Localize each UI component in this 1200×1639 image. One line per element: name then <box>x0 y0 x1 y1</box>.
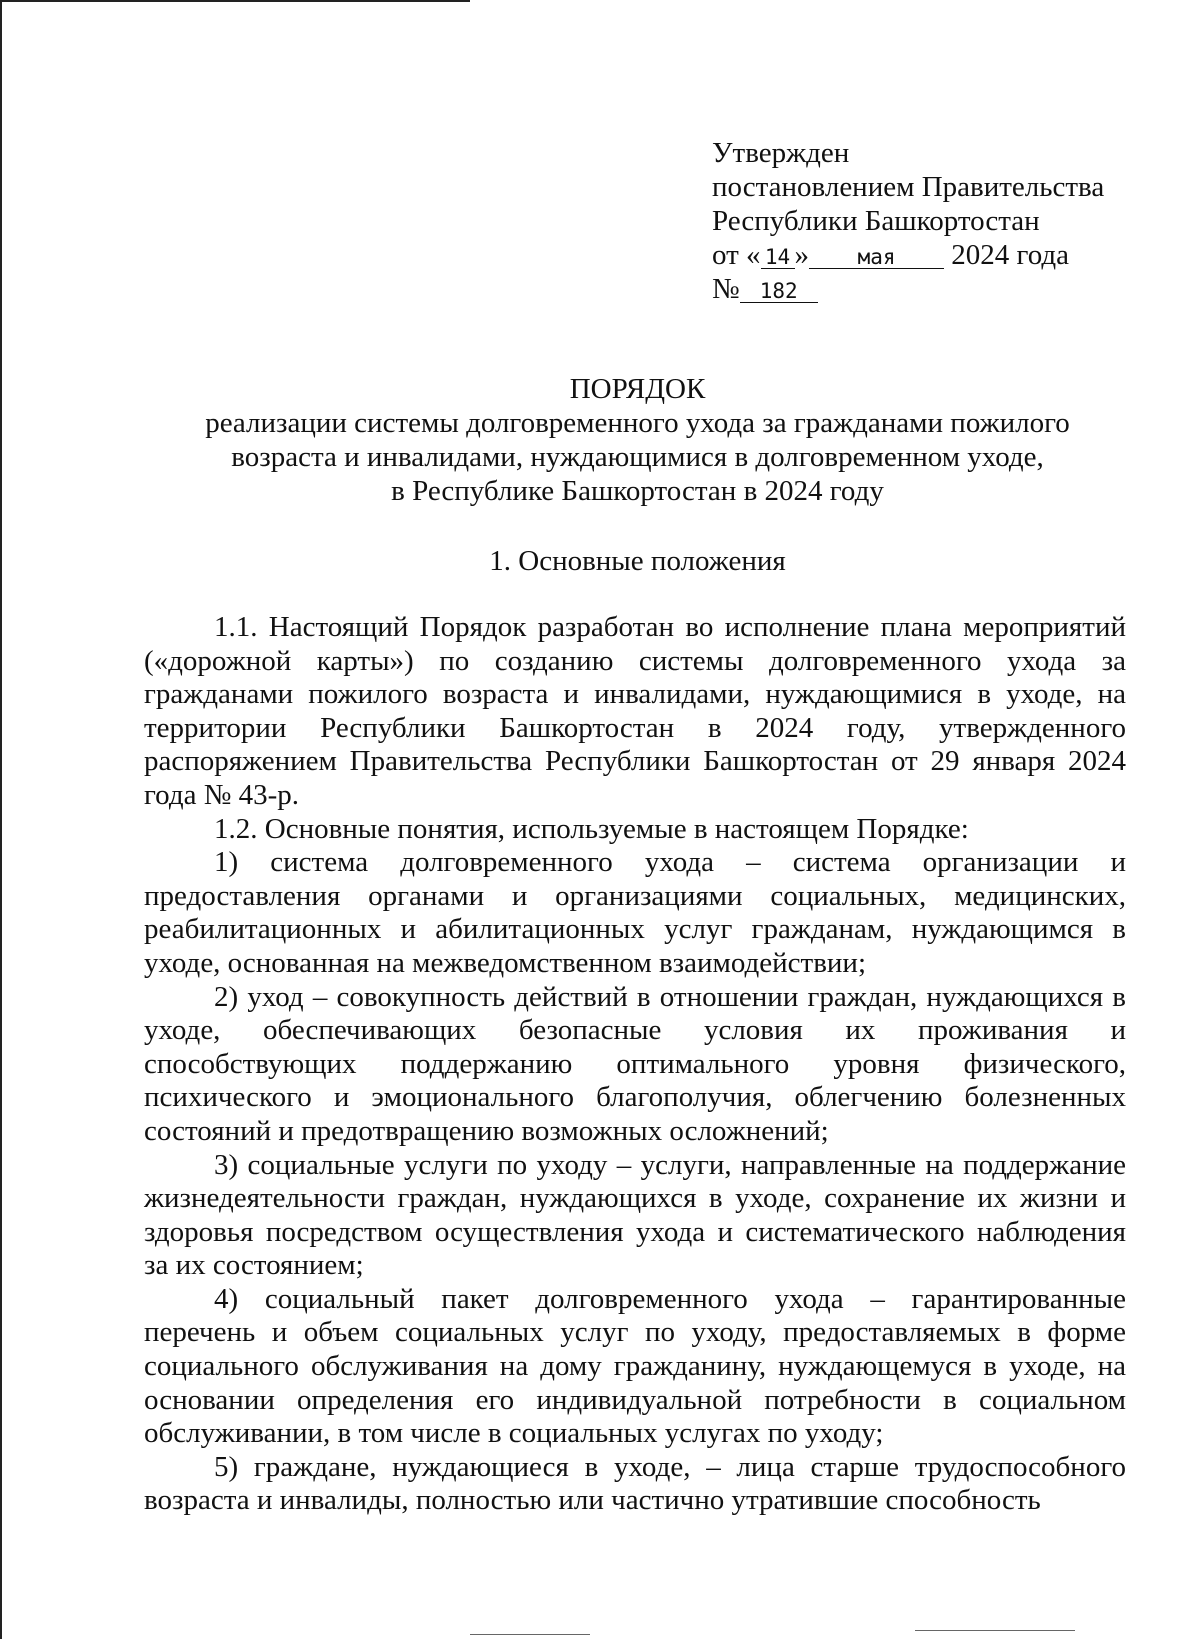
approval-day: 14 <box>761 246 795 269</box>
definition-3: 3) социальные услуги по уходу – услуги, направленные на поддержание жизнедеятельности граждан, нуждающихся в уходе, сохранение их жизни и здоровья посредством осуществления ухода и систематического наблюдения за их состоянием; <box>144 1148 1126 1282</box>
approval-date-prefix: от « <box>712 239 761 271</box>
document-body <box>144 611 1126 1518</box>
scan-noise-bottom-2 <box>915 1630 1075 1631</box>
document-subtitle-line-2: возраста и инвалидами, нуждающимися в долговременном уходе, <box>231 441 1044 473</box>
approval-line-approved: Утвержден <box>712 137 850 169</box>
approval-stamp-block <box>712 136 1172 306</box>
definition-5: 5) граждане, нуждающиеся в уходе, – лица старше трудоспособного возраста и инвалиды, полностью или частично утратившие способность <box>144 1450 1126 1517</box>
document-title: ПОРЯДОК <box>569 373 706 405</box>
document-title-block <box>150 372 1125 508</box>
definition-1: 1) система долговременного ухода – система организации и предоставления органами и организациями социальных, медицинских, реабилитационных и абилитационных услуг гражданам, нуждающимся в уходе, основанная на межведомственном взаимодействии; <box>144 846 1126 979</box>
approval-year: 2024 года <box>951 239 1070 271</box>
document-subtitle-line-3: в Республике Башкортостан в 2024 году <box>391 475 884 507</box>
scan-noise-bottom-1 <box>470 1634 590 1635</box>
scan-edge-left <box>0 0 2 1639</box>
approval-number: 182 <box>740 280 818 303</box>
approval-number-prefix: № <box>712 273 740 305</box>
approval-line-republic: Республики Башкортостан <box>712 205 1040 237</box>
paragraph-1-1: 1.1. Настоящий Порядок разработан во исполнение плана мероприятий («дорожной карты») по созданию системы долговременного ухода за гражданами пожилого возраста и инвалидами, нуждающимися в уходе, на территории Республики Башкортостан в 2024 году, утвержденного распоряжением Правительства Республики Башкортостан от 29 января 2024 года № 43-р. <box>144 611 1126 811</box>
section-heading: 1. Основные положения <box>489 545 786 577</box>
document-subtitle-line-1: реализации системы долговременного ухода за гражданами пожилого <box>205 407 1070 439</box>
paragraph-1-2: 1.2. Основные понятия, используемые в настоящем Порядке: <box>214 812 969 845</box>
definition-2: 2) уход – совокупность действий в отношении граждан, нуждающихся в уходе, обеспечивающих безопасные условия их проживания и способствующих поддержанию оптимального уровня физического, психического и эмоционального благополучия, облегчению болезненных состояний и предотвращению возможных осложнений; <box>144 980 1126 1147</box>
approval-date-line <box>712 238 1172 272</box>
definition-4: 4) социальный пакет долговременного ухода – гарантированные перечень и объем социальных услуг по уходу, предоставляемых в форме социального обслуживания на дому гражданину, нуждающемуся в уходе, на основании определения его индивидуальной потребности в социальном обслуживании, в том числе в социальных услугах по уходу; <box>144 1282 1126 1450</box>
scan-edge-top <box>0 0 470 2</box>
approval-month: мая <box>809 246 944 269</box>
approval-date-mid: » <box>794 239 810 271</box>
approval-number-line <box>712 272 1172 306</box>
approval-line-resolution: постановлением Правительства <box>712 171 1105 203</box>
